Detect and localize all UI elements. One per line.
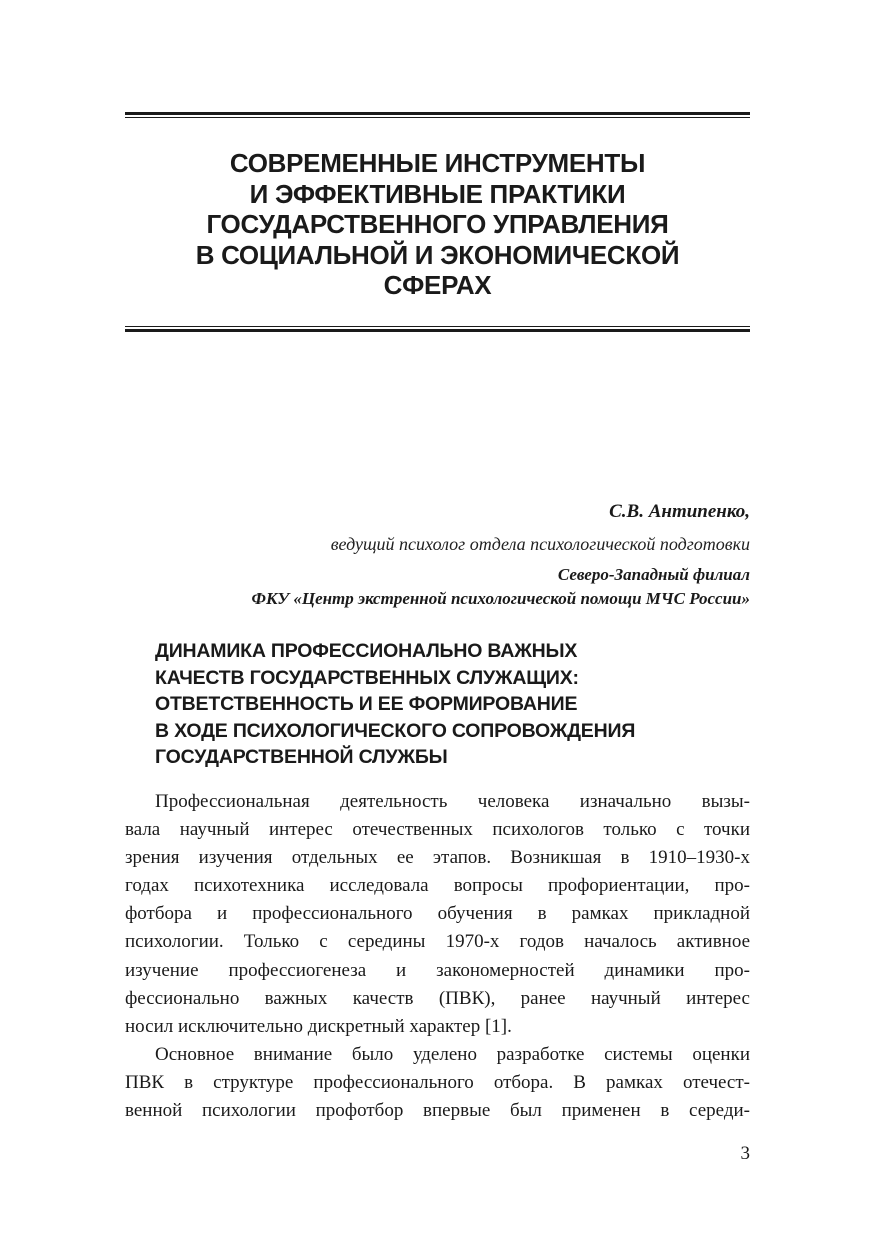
author-org-line: ФКУ «Центр экстренной психологической помощи МЧС России» xyxy=(251,589,750,608)
rule-thick xyxy=(125,329,750,332)
section-title-line: СФЕРАХ xyxy=(383,270,492,300)
author-position: ведущий психолог отдела психологической подготовки xyxy=(330,534,750,554)
text-line: фессионально важных качеств (ПВК), ранее научный интерес xyxy=(125,987,750,1009)
section-title-line: И ЭФФЕКТИВНЫЕ ПРАКТИКИ xyxy=(249,178,626,209)
section-title-line: В СОЦИАЛЬНОЙ И ЭКОНОМИЧЕСКОЙ xyxy=(195,239,680,270)
author-org-line: Северо-Западный филиал xyxy=(557,565,750,584)
text-line: Основное внимание было уделено разработке системы оценки xyxy=(155,1043,750,1065)
article-title xyxy=(155,638,750,771)
rule-thick xyxy=(125,112,750,115)
article-title-line: ОТВЕТСТВЕННОСТЬ И ЕЕ ФОРМИРОВАНИЕ xyxy=(155,693,578,715)
paragraph xyxy=(125,1041,750,1125)
article-title-line: ГОСУДАРСТВЕННОЙ СЛУЖБЫ xyxy=(155,746,448,768)
text-line: венной психологии профотбор впервые был применен в середи- xyxy=(125,1100,750,1122)
rule-thin xyxy=(125,326,750,327)
text-line: психологии. Только с середины 1970-х годов началось активное xyxy=(125,931,750,953)
top-double-rule xyxy=(125,112,750,118)
author-block xyxy=(125,499,750,611)
section-title xyxy=(125,148,750,301)
article-title-line: ДИНАМИКА ПРОФЕССИОНАЛЬНО ВАЖНЫХ xyxy=(155,640,578,662)
author-name: С.В. Антипенко, xyxy=(609,501,750,522)
text-line: носил исключительно дискретный характер [1]. xyxy=(125,1015,512,1037)
page xyxy=(125,0,750,1241)
text-line: зрения изучения отдельных ее этапов. Возникшая в 1910–1930-х xyxy=(125,847,750,869)
bottom-double-rule xyxy=(125,326,750,332)
text-line: вала научный интерес отечественных психологов только с точки xyxy=(125,819,750,841)
author-organization xyxy=(125,563,750,611)
article-title-line: В ХОДЕ ПСИХОЛОГИЧЕСКОГО СОПРОВОЖДЕНИЯ xyxy=(155,719,636,742)
page-number: 3 xyxy=(740,1143,750,1164)
text-line: Профессиональная деятельность человека изначально вызы- xyxy=(155,791,750,812)
article-title-line: КАЧЕСТВ ГОСУДАРСТВЕННЫХ СЛУЖАЩИХ: xyxy=(155,666,579,689)
article-body xyxy=(125,788,750,1125)
section-title-line: ГОСУДАРСТВЕННОГО УПРАВЛЕНИЯ xyxy=(206,209,669,239)
section-title-line: СОВРЕМЕННЫЕ ИНСТРУМЕНТЫ xyxy=(229,148,646,178)
text-line: ПВК в структуре профессионального отбора. В рамках отечест- xyxy=(125,1071,750,1093)
text-line: изучение профессиогенеза и закономерностей динамики про- xyxy=(125,959,750,981)
text-line: фотбора и профессионального обучения в рамках прикладной xyxy=(125,903,750,925)
rule-thin xyxy=(125,117,750,118)
paragraph xyxy=(125,788,750,1041)
text-line: годах психотехника исследовала вопросы профориентации, про- xyxy=(125,875,750,897)
